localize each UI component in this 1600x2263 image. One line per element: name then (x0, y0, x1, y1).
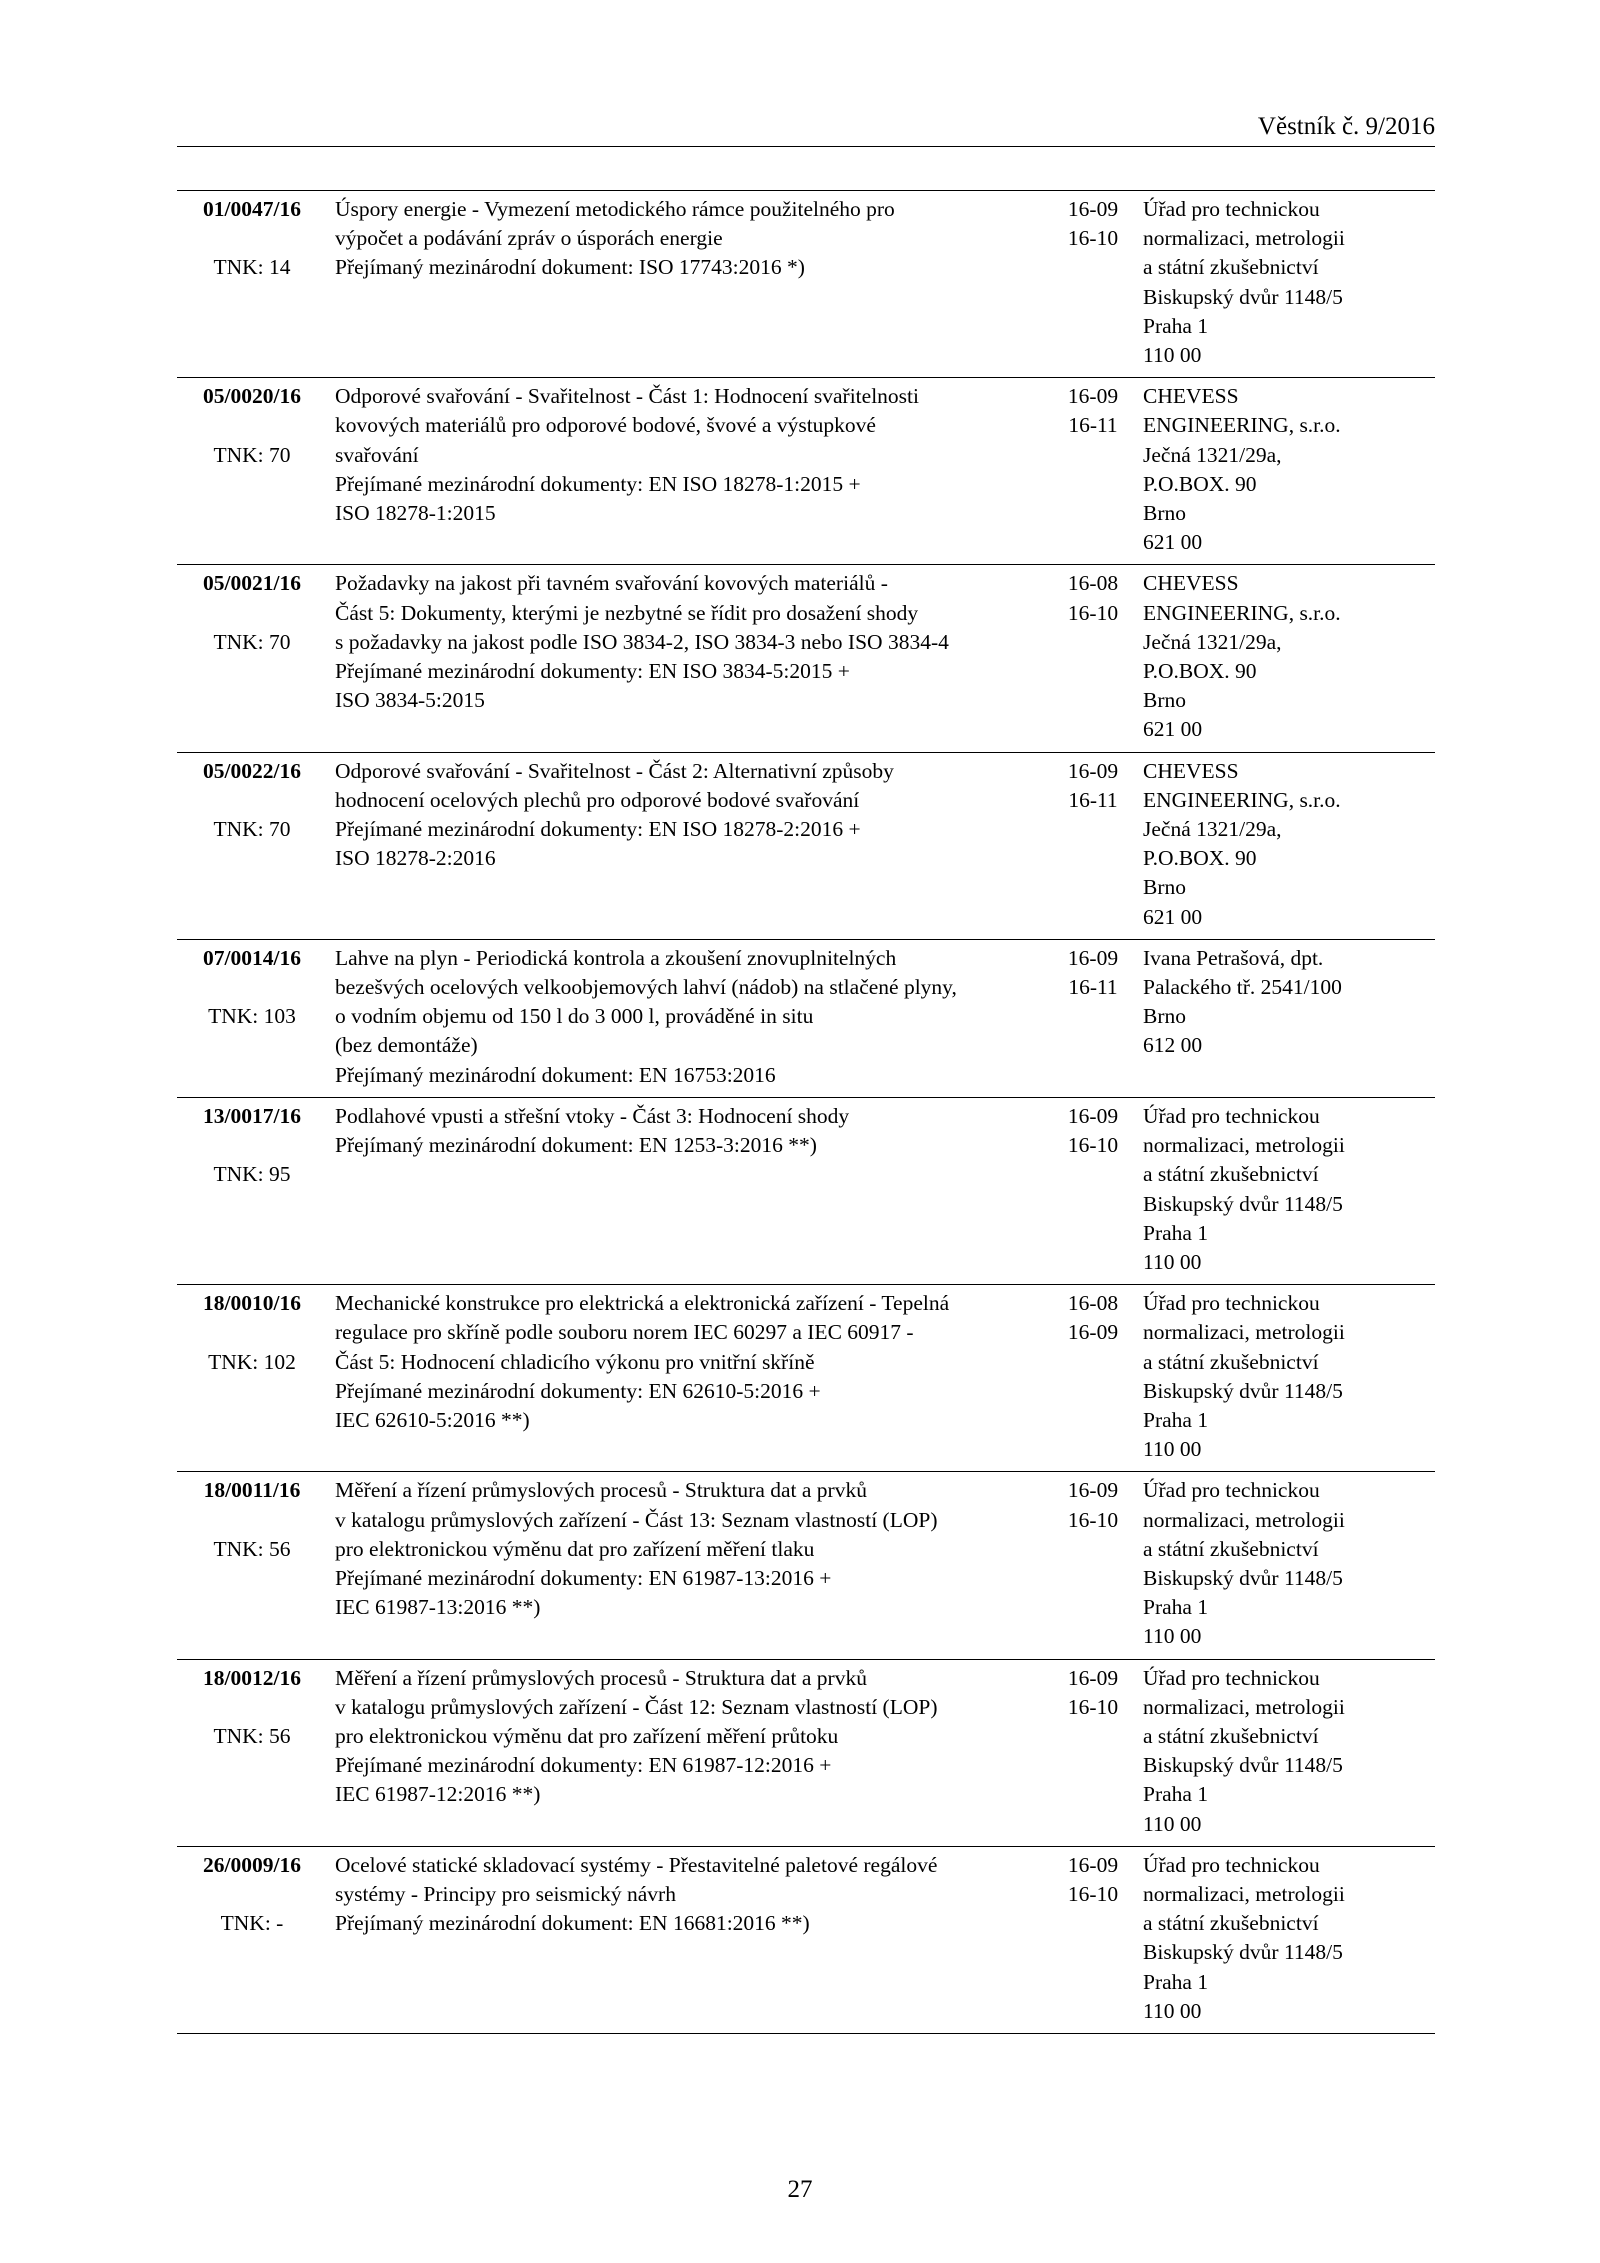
tnk-number: TNK: 70 (213, 817, 291, 842)
dates-cell (1043, 382, 1143, 557)
date-value: 16-10 (1067, 1507, 1119, 1532)
title-line: Lahve na plyn - Periodická kontrola a zkoušení znovuplnitelných (335, 945, 897, 970)
title-line: (bez demontáže) (335, 1033, 478, 1058)
title-line: Přejímané mezinárodní dokumenty: EN 62610-5:2016 + (335, 1378, 821, 1403)
title-line: Přejímaný mezinárodní dokument: ISO 17743:2016 *) (335, 255, 805, 280)
date-value: 16-10 (1067, 226, 1119, 251)
standard-code: 01/0047/16 (203, 197, 301, 221)
title-line: Část 5: Dokumenty, kterými je nezbytné se řídit pro dosažení shody (335, 600, 919, 625)
processor-line: Praha 1 (1143, 1220, 1209, 1245)
processor-line: Ječná 1321/29a, (1143, 442, 1282, 467)
processor-line: Biskupský dvůr 1148/5 (1143, 1565, 1343, 1590)
processor-line: Brno (1143, 688, 1186, 713)
date-value: 16-10 (1067, 1694, 1119, 1719)
title-line: IEC 62610-5:2016 **) (335, 1407, 530, 1432)
standard-code: 26/0009/16 (203, 1852, 301, 1877)
table-row (177, 753, 1435, 940)
title-line: pro elektronickou výměnu dat pro zařízení měření tlaku (335, 1536, 815, 1561)
title-line: Mechanické konstrukce pro elektrická a elektronická zařízení - Tepelná (335, 1291, 950, 1316)
processor-line: Brno (1143, 501, 1186, 526)
processor-cell (1143, 1476, 1435, 1651)
title-line: Úspory energie - Vymezení metodického rámce použitelného pro (335, 197, 895, 221)
processor-line: CHEVESS (1143, 571, 1239, 596)
table-row (177, 940, 1435, 1098)
processor-line: Palackého tř. 2541/100 (1143, 975, 1342, 1000)
code-cell (177, 382, 327, 557)
processor-line: Úřad pro technickou (1143, 1478, 1320, 1503)
tnk-number: TNK: 14 (213, 255, 291, 280)
dates-cell (1043, 195, 1143, 370)
title-line: Přejímané mezinárodní dokumenty: EN ISO 18278-2:2016 + (335, 817, 861, 842)
code-cell (177, 195, 327, 370)
table-row (177, 1472, 1435, 1659)
page-number: 27 (787, 2176, 813, 2203)
tnk-number: TNK: 56 (213, 1536, 291, 1561)
code-cell (177, 757, 327, 932)
title-line: hodnocení ocelových plechů pro odporové bodové svařování (335, 787, 860, 812)
title-line: IEC 61987-13:2016 **) (335, 1595, 541, 1620)
processor-line: normalizaci, metrologii (1143, 1694, 1345, 1719)
date-value: 16-09 (1067, 1478, 1119, 1503)
title-line: bezešvých ocelových velkoobjemových lahví (nádob) na stlačené plyny, (335, 975, 957, 1000)
table-row (177, 378, 1435, 565)
processor-line: Praha 1 (1143, 313, 1209, 338)
code-cell (177, 1664, 327, 1839)
processor-line: Úřad pro technickou (1143, 197, 1320, 221)
table-row (177, 1098, 1435, 1285)
standards-table (177, 190, 1435, 2034)
date-value: 16-09 (1067, 197, 1119, 221)
processor-line: P.O.BOX. 90 (1143, 659, 1257, 684)
title-cell (335, 1664, 1043, 1839)
title-line: Přejímaný mezinárodní dokument: EN 16681:2016 **) (335, 1911, 810, 1936)
title-line: s požadavky na jakost podle ISO 3834-2, ISO 3834-3 nebo ISO 3834-4 (335, 629, 949, 654)
title-line: Podlahové vpusti a střešní vtoky - Část 3: Hodnocení shody (335, 1103, 850, 1128)
processor-line: a státní zkušebnictví (1143, 1162, 1319, 1187)
title-line: Část 5: Hodnocení chladicího výkonu pro vnitřní skříně (335, 1349, 815, 1374)
processor-line: a státní zkušebnictví (1143, 1536, 1319, 1561)
processor-line: Úřad pro technickou (1143, 1103, 1320, 1128)
processor-line: a státní zkušebnictví (1143, 1349, 1319, 1374)
title-line: Odporové svařování - Svařitelnost - Část 1: Hodnocení svařitelnosti (335, 384, 919, 409)
title-line: kovových materiálů pro odporové bodové, švové a výstupkové (335, 413, 876, 438)
dates-cell (1043, 1851, 1143, 2026)
bulletin-title: Věstník č. 9/2016 (1257, 113, 1435, 140)
title-cell (335, 195, 1043, 370)
processor-line: Biskupský dvůr 1148/5 (1143, 1753, 1343, 1778)
processor-line: CHEVESS (1143, 758, 1239, 783)
processor-line: Praha 1 (1143, 1969, 1209, 1994)
tnk-number: TNK: 70 (213, 629, 291, 654)
processor-line: Úřad pro technickou (1143, 1291, 1320, 1316)
date-value: 16-09 (1067, 1103, 1119, 1128)
processor-line: Brno (1143, 1004, 1186, 1029)
code-cell (177, 944, 327, 1090)
date-value: 16-11 (1068, 413, 1118, 438)
processor-cell (1143, 757, 1435, 932)
table-row (177, 1847, 1435, 2033)
title-cell (335, 1102, 1043, 1277)
processor-line: normalizaci, metrologii (1143, 1507, 1345, 1532)
processor-line: CHEVESS (1143, 384, 1239, 409)
standard-code: 05/0022/16 (203, 758, 301, 783)
processor-line: Biskupský dvůr 1148/5 (1143, 1191, 1343, 1216)
date-value: 16-09 (1067, 758, 1119, 783)
table-row (177, 565, 1435, 752)
title-line: v katalogu průmyslových zařízení - Část 12: Seznam vlastností (LOP) (335, 1694, 938, 1719)
title-line: Přejímaný mezinárodní dokument: EN 16753:2016 (335, 1062, 776, 1087)
date-value: 16-08 (1067, 571, 1119, 596)
title-line: pro elektronickou výměnu dat pro zařízení měření průtoku (335, 1723, 839, 1748)
code-cell (177, 1289, 327, 1464)
processor-line: Ivana Petrašová, dpt. (1143, 945, 1324, 970)
tnk-number: TNK: 103 (208, 1004, 296, 1029)
processor-line: a státní zkušebnictví (1143, 1911, 1319, 1936)
date-value: 16-09 (1067, 945, 1119, 970)
dates-cell (1043, 757, 1143, 932)
title-line: Přejímané mezinárodní dokumenty: EN ISO 18278-1:2015 + (335, 471, 861, 496)
date-value: 16-09 (1067, 1852, 1119, 1877)
processor-line: P.O.BOX. 90 (1143, 846, 1257, 871)
date-value: 16-11 (1068, 975, 1118, 1000)
processor-line: Brno (1143, 875, 1186, 900)
processor-cell (1143, 569, 1435, 744)
code-cell (177, 1851, 327, 2026)
tnk-number: TNK: 102 (208, 1349, 296, 1374)
date-value: 16-11 (1068, 787, 1118, 812)
standard-code: 18/0010/16 (203, 1291, 301, 1316)
title-cell (335, 1289, 1043, 1464)
processor-line: 621 00 (1143, 530, 1203, 555)
title-cell (335, 1476, 1043, 1651)
tnk-number: TNK: - (220, 1911, 284, 1936)
title-cell (335, 944, 1043, 1090)
processor-line: ENGINEERING, s.r.o. (1143, 787, 1341, 812)
dates-cell (1043, 1664, 1143, 1839)
processor-line: 110 00 (1143, 343, 1202, 368)
title-line: ISO 18278-2:2016 (335, 846, 496, 871)
processor-cell (1143, 1664, 1435, 1839)
processor-line: Praha 1 (1143, 1407, 1209, 1432)
tnk-number: TNK: 56 (213, 1723, 291, 1748)
processor-line: normalizaci, metrologii (1143, 226, 1345, 251)
title-line: Přejímané mezinárodní dokumenty: EN 61987-13:2016 + (335, 1565, 832, 1590)
title-cell (335, 757, 1043, 932)
date-value: 16-09 (1067, 1320, 1119, 1345)
code-cell (177, 1476, 327, 1651)
processor-cell (1143, 1289, 1435, 1464)
processor-line: normalizaci, metrologii (1143, 1881, 1345, 1906)
processor-line: 110 00 (1143, 1998, 1202, 2023)
processor-line: normalizaci, metrologii (1143, 1320, 1345, 1345)
dates-cell (1043, 944, 1143, 1090)
dates-cell (1043, 1476, 1143, 1651)
processor-line: Praha 1 (1143, 1782, 1209, 1807)
standard-code: 05/0021/16 (203, 571, 301, 596)
processor-line: ENGINEERING, s.r.o. (1143, 413, 1341, 438)
code-cell (177, 569, 327, 744)
processor-line: P.O.BOX. 90 (1143, 471, 1257, 496)
processor-line: 110 00 (1143, 1811, 1202, 1836)
processor-line: Úřad pro technickou (1143, 1665, 1320, 1690)
date-value: 16-10 (1067, 600, 1119, 625)
tnk-number: TNK: 95 (213, 1162, 291, 1187)
standard-code: 18/0012/16 (203, 1665, 301, 1690)
title-line: ISO 18278-1:2015 (335, 501, 496, 526)
processor-line: Úřad pro technickou (1143, 1852, 1320, 1877)
title-line: Přejímaný mezinárodní dokument: EN 1253-3:2016 **) (335, 1133, 817, 1158)
processor-line: normalizaci, metrologii (1143, 1133, 1345, 1158)
dates-cell (1043, 569, 1143, 744)
title-line: Odporové svařování - Svařitelnost - Část 2: Alternativní způsoby (335, 758, 894, 783)
title-line: Požadavky na jakost při tavném svařování kovových materiálů - (335, 571, 888, 596)
title-line: Měření a řízení průmyslových procesů - Struktura dat a prvků (335, 1665, 867, 1690)
title-line: o vodním objemu od 150 l do 3 000 l, prováděné in situ (335, 1004, 814, 1029)
dates-cell (1043, 1289, 1143, 1464)
processor-line: 110 00 (1143, 1249, 1202, 1274)
processor-line: ENGINEERING, s.r.o. (1143, 600, 1341, 625)
title-line: regulace pro skříně podle souboru norem IEC 60297 a IEC 60917 - (335, 1320, 914, 1345)
processor-line: 621 00 (1143, 904, 1203, 929)
date-value: 16-10 (1067, 1133, 1119, 1158)
processor-line: Ječná 1321/29a, (1143, 629, 1282, 654)
processor-cell (1143, 195, 1435, 370)
processor-line: 110 00 (1143, 1437, 1202, 1462)
standard-code: 13/0017/16 (203, 1103, 301, 1128)
title-line: výpočet a podávání zpráv o úsporách energie (335, 226, 723, 251)
title-cell (335, 1851, 1043, 2026)
title-line: svařování (335, 442, 419, 467)
title-line: IEC 61987-12:2016 **) (335, 1782, 541, 1807)
processor-line: Biskupský dvůr 1148/5 (1143, 284, 1343, 309)
processor-line: Ječná 1321/29a, (1143, 817, 1282, 842)
title-cell (335, 382, 1043, 557)
title-line: Přejímané mezinárodní dokumenty: EN 61987-12:2016 + (335, 1753, 832, 1778)
title-line: Přejímané mezinárodní dokumenty: EN ISO 3834-5:2015 + (335, 659, 850, 684)
date-value: 16-09 (1067, 1665, 1119, 1690)
table-row (177, 1285, 1435, 1472)
table-row (177, 191, 1435, 378)
processor-line: Biskupský dvůr 1148/5 (1143, 1378, 1343, 1403)
standard-code: 05/0020/16 (203, 384, 301, 409)
processor-cell (1143, 1102, 1435, 1277)
tnk-number: TNK: 70 (213, 442, 291, 467)
processor-line: a státní zkušebnictví (1143, 1723, 1319, 1748)
title-line: Měření a řízení průmyslových procesů - Struktura dat a prvků (335, 1478, 867, 1503)
dates-cell (1043, 1102, 1143, 1277)
standard-code: 18/0011/16 (203, 1478, 301, 1503)
title-line: systémy - Principy pro seismický návrh (335, 1881, 676, 1906)
code-cell (177, 1102, 327, 1277)
processor-line: a státní zkušebnictví (1143, 255, 1319, 280)
table-row (177, 1660, 1435, 1847)
date-value: 16-09 (1067, 384, 1119, 409)
processor-line: Biskupský dvůr 1148/5 (1143, 1940, 1343, 1965)
title-line: ISO 3834-5:2015 (335, 688, 485, 713)
processor-cell (1143, 944, 1435, 1090)
processor-line: 621 00 (1143, 717, 1203, 742)
date-value: 16-10 (1067, 1881, 1119, 1906)
standard-code: 07/0014/16 (203, 945, 301, 970)
page-header (177, 110, 1435, 147)
processor-cell (1143, 382, 1435, 557)
date-value: 16-08 (1067, 1291, 1119, 1316)
title-cell (335, 569, 1043, 744)
title-line: v katalogu průmyslových zařízení - Část 13: Seznam vlastností (LOP) (335, 1507, 938, 1532)
processor-cell (1143, 1851, 1435, 2026)
title-line: Ocelové statické skladovací systémy - Přestavitelné paletové regálové (335, 1852, 938, 1877)
processor-line: 110 00 (1143, 1624, 1202, 1649)
processor-line: 612 00 (1143, 1033, 1203, 1058)
processor-line: Praha 1 (1143, 1595, 1209, 1620)
